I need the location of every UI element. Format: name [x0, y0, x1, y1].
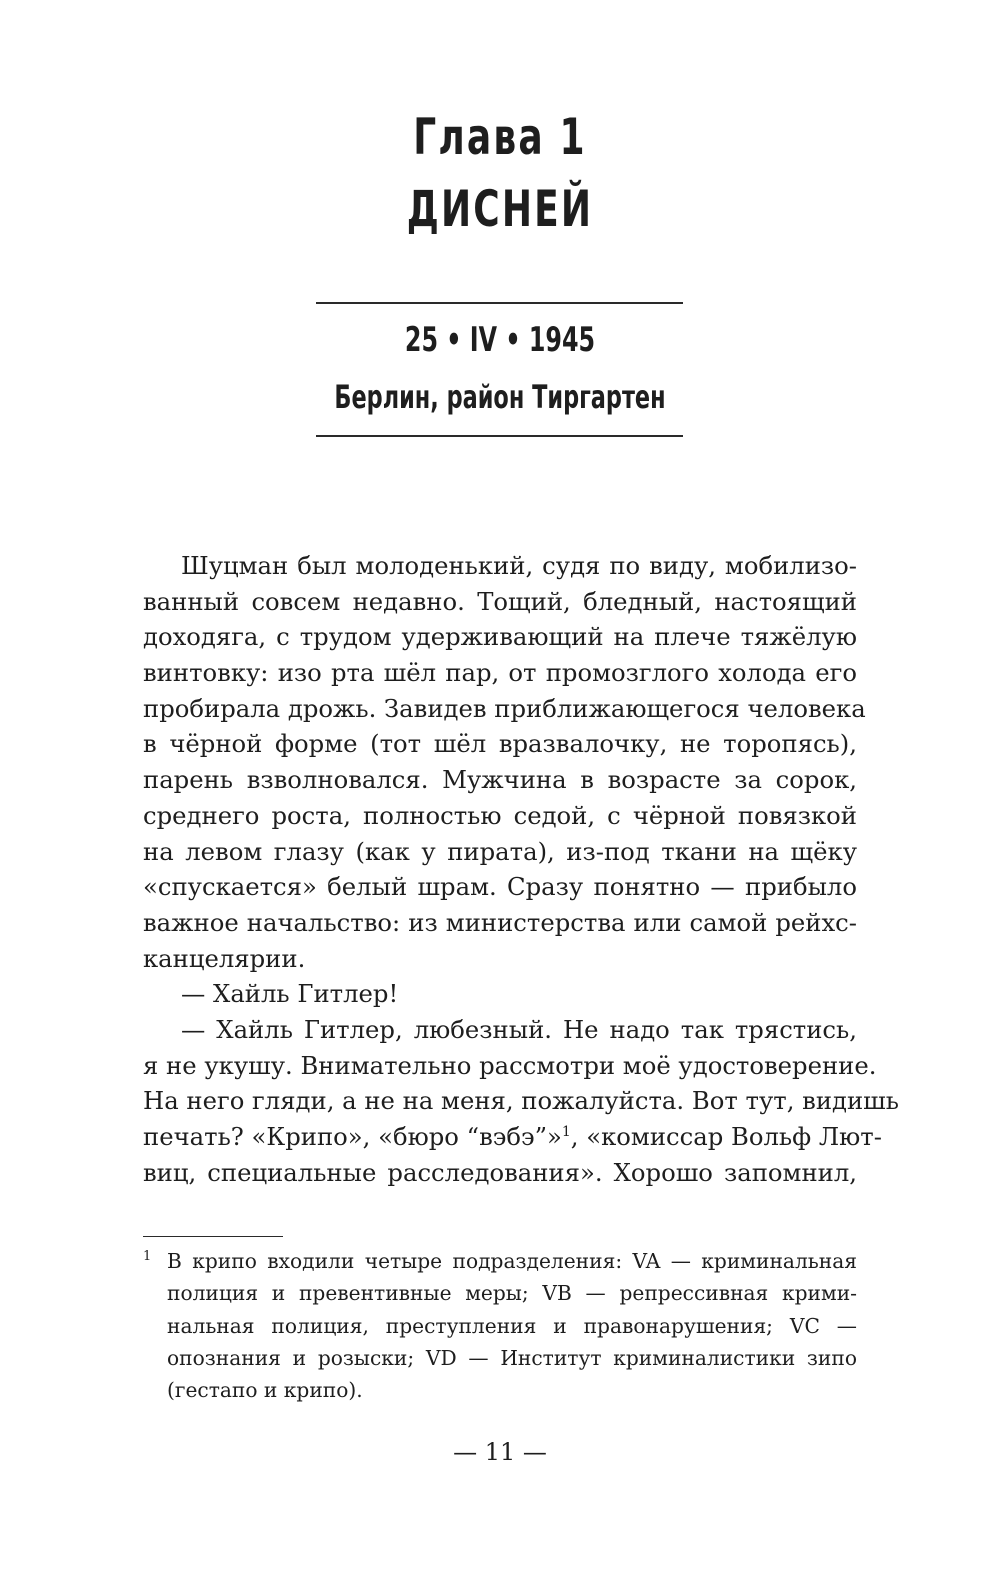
body-line: На него гляди, а не на меня, пожалуйста. Вот тут, видишь — [143, 1086, 899, 1116]
dialogue-line: — Хайль Гитлер! — [181, 979, 399, 1009]
chapter-number: Глава 1 — [413, 108, 587, 166]
footnote-separator — [143, 1236, 283, 1237]
body-line: Шуцман был молоденький, судя по виду, мобилизо- — [181, 551, 857, 580]
dialogue-line: — Хайль Гитлер, любезный. Не надо так трястись, — [181, 1014, 857, 1044]
body-line: пробирала дрожь. Завидев приближающегося человека — [143, 693, 866, 723]
chapter-title: ДИСНЕЙ — [406, 180, 594, 238]
footnote-marker: 1 — [143, 1249, 152, 1264]
footnote-reference[interactable]: 1 — [561, 1124, 571, 1140]
dateline-place: Берлин, район Тиргартен — [334, 378, 666, 416]
body-line: я не укушу. Внимательно рассмотри моё удостоверение. — [143, 1050, 877, 1080]
body-line-part: , «комиссар Вольф Лют- — [570, 1122, 882, 1151]
body-line: парень взволновался. Мужчина в возрасте за сорок, — [143, 765, 857, 795]
body-line-part: печать? «Крипо», «бюро “вэбэ”» — [143, 1122, 562, 1151]
body-line: в чёрной форме (тот шёл вразвалочку, не торопясь), — [143, 729, 857, 759]
footnote-line: нальная полиция, преступления и правонарушения; VC — — [167, 1313, 857, 1338]
body-line: на левом глазу (как у пирата), из-под ткани на щёку — [143, 836, 857, 866]
dateline-top-rule — [316, 302, 683, 304]
body-line: винтовку: изо рта шёл пар, от промозглого холода его — [143, 658, 857, 688]
body-line: доходяга, с трудом удерживающий на плече тяжёлую — [143, 622, 857, 652]
footnote-line: В крипо входили четыре подразделения: VA — криминальная — [167, 1249, 857, 1273]
page-number: — 11 — — [453, 1438, 547, 1466]
dateline-date: 25 • IV • 1945 — [404, 320, 596, 360]
footnote-line: опознания и розыски; VD — Институт криминалистики зипо — [167, 1345, 857, 1370]
body-line: среднего роста, полностью седой, с чёрной повязкой — [143, 800, 857, 830]
footnote — [143, 1245, 857, 1406]
footnote-line: (гестапо и крипо). — [167, 1378, 363, 1403]
footnote-line: полиция и превентивные меры; VB — репрессивная крими- — [167, 1281, 857, 1306]
body-line: важное начальство: из министерства или самой рейхс- — [143, 907, 857, 937]
body-line: «спускается» белый шрам. Сразу понятно — прибыло — [143, 872, 857, 902]
dateline-bottom-rule — [316, 435, 683, 437]
body-line-with-footnote — [143, 1119, 882, 1155]
body-line: канцелярии. — [143, 943, 306, 973]
body-line: виц, специальные расследования». Хорошо запомнил, — [143, 1157, 857, 1187]
body-line: ванный совсем недавно. Тощий, бледный, настоящий — [143, 586, 857, 616]
body-text — [143, 548, 899, 1190]
